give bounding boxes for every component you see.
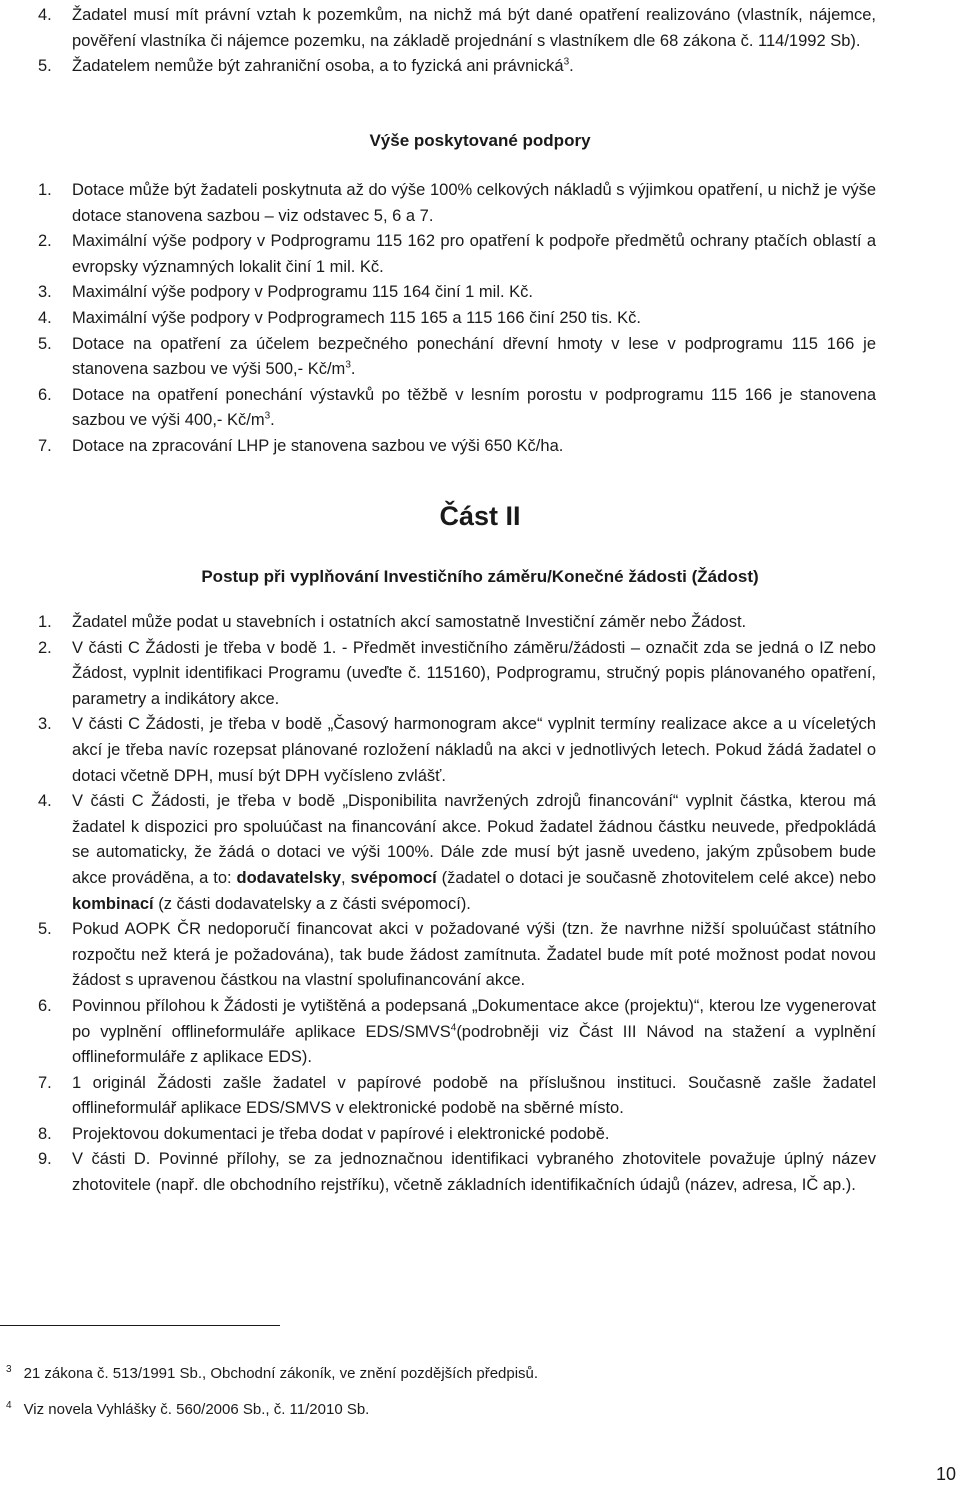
footnote-ref: 3 — [563, 56, 570, 68]
list-item: 6. Povinnou přílohou k Žádosti je vytištěná a podepsaná „Dokumentace akce (projektu)“, kterou lze vygenerovat po vyplnění offlineformuláře aplikace EDS/SMVS$^4$(podrobněji viz Část III Návod na stažení a vyplnění offlineformuláře z aplikace EDS). — [38, 996, 876, 1067]
footnote-divider — [0, 1325, 280, 1326]
footnote: $^3$ 21 zákona č. 513/1991 Sb., Obchodní zákoník, ve znění pozdějších předpisů. — [6, 1364, 539, 1382]
bold-term: svépomocí — [350, 868, 437, 887]
procedure-list — [38, 610, 876, 1199]
list-item: 9. V části D. Povinné přílohy, se za jednoznačnou identifikaci vybraného zhotovitele považuje úplný název zhotovitele (např. dle obchodního rejstříku), včetně základních identifikačních údajů (název, adresa, IČ ap.). — [38, 1150, 876, 1195]
page-number: 10 — [935, 1464, 956, 1484]
list-item: 7. Dotace na zpracování LHP je stanovena sazbou ve výši 650 Kč/ha. — [38, 436, 564, 455]
bold-term: dodavatelsky — [236, 868, 342, 887]
list-item: 1. Dotace může být žadateli poskytnuta až do výše 100% celkových nákladů s výjimkou opatření, u nichž je výše dotace stanovena sazbou – viz odstavec 5, 6 a 7. — [38, 181, 876, 225]
eligibility-list — [38, 3, 876, 80]
list-item: 6. Dotace na opatření ponechání výstavků po těžbě v lesním porostu v podprogramu 115 166 je stanovena sazbou ve výši 400,- $Kč/m^3$. — [38, 385, 876, 430]
list-item: 4. Maximální výše podpory v Podprogramech 115 165 a 115 166 činí 250 tis. Kč. — [38, 308, 641, 327]
list-item: 7. 1 originál Žádosti zašle žadatel v papírové podobě na příslušnou instituci. Současně zašle žadatel offlineformulář aplikace EDS/SMVS v elektronické podobě na sběrné místo. — [38, 1073, 876, 1118]
list-item: 3. Maximální výše podpory v Podprogramu 115 164 činí 1 mil. Kč. — [38, 283, 533, 302]
list-item: 5. Žadatelem nemůže být zahraniční osoba, a to fyzická ani právnická$^3$. — [38, 56, 574, 76]
list-item: 1. Žadatel může podat u stavebních i ostatních akcí samostatně Investiční záměr nebo Žádost. — [38, 613, 747, 631]
bold-term: kombinací — [72, 894, 154, 913]
support-heading: Výše poskytované podpory — [369, 131, 591, 150]
footnote: $^4$ Viz novela Vyhlášky č. 560/2006 Sb., č. 11/2010 Sb. — [6, 1400, 370, 1418]
part-title: Část II — [439, 501, 521, 531]
list-item: 4. Žadatel musí mít právní vztah k pozemkům, na nichž má být dané opatření realizováno (vlastník, nájemce, pověření vlastníka či nájemce pozemku, na základě projednání s vlastníkem dle 68 zákona č. 114/1992 Sb). — [38, 6, 876, 50]
part-subtitle: Postup při vyplňování Investičního záměru/Konečné žádosti (Žádost) — [201, 567, 759, 586]
list-item: 2. Maximální výše podpory v Podprogramu 115 162 pro opatření k podpoře předmětů ochrany ptačích oblastí a evropsky významných lokalit činí 1 mil. Kč. — [38, 232, 876, 276]
footnote-ref: 4 — [450, 1022, 457, 1033]
list-item: 8. Projektovou dokumentaci je třeba dodat v papírové i elektronické podobě. — [38, 1124, 610, 1143]
list-item: 5. Dotace na opatření za účelem bezpečného ponechání dřevní hmoty v lese v podprogramu 115 166 je stanovena sazbou ve výši 500,- $Kč/m^3$. — [38, 334, 876, 379]
list-item: 2. V části C Žádosti je třeba v bodě 1. - Předmět investičního záměru/žádosti – označit zda se jedná o IZ nebo Žádost, vyplnit identifikaci Programu (uveďte č. 115160), Podprogramu, stručný popis plánovaného opatření, parametry a indikátory akce. — [38, 638, 876, 708]
superscript: 3 — [345, 359, 351, 371]
list-item: 5. Pokud AOPK ČR nedoporučí financovat akci v požadované výši (tzn. že navrhne nižší spoluúčast státního rozpočtu než která je požadována), tak bude žádost zamítnuta. Žadatel bude mít poté možnost podat novou žádost s upravenou částkou na vlastní spolufinancování akce. — [38, 920, 876, 990]
list-item: 3. V části C Žádosti, je třeba v bodě „Časový harmonogram akce“ vyplnit termíny realizace akce a u víceletých akcí je třeba navíc rozepsat plánované rozložení nákladů na akci v jednotlivých letech. Pokud žádá žadatel o dotaci včetně DPH, musí být DPH vyčísleno zvlášť. — [38, 715, 876, 785]
superscript: 3 — [264, 410, 271, 422]
list-item: 4. V části C Žádosti, je třeba v bodě „Disponibilita navržených zdrojů financování“ vyplnit částka, kterou má žadatel k dispozici pro spoluúčast na financování akce. Pokud žadatel žádnou částku neuvede, předpokládá se automaticky, že žádá o dotaci ve výši 100%. Dále zde musí být jasně uvedeno, jakým způsobem bude akce prováděna, a to: dodavatelsky, svépomocí (žadatel o dotaci je současně zhotovitelem celé akce) nebo kombinací (z části dodavatelsky a z části svépomocí). — [38, 792, 877, 913]
support-list — [38, 178, 876, 460]
